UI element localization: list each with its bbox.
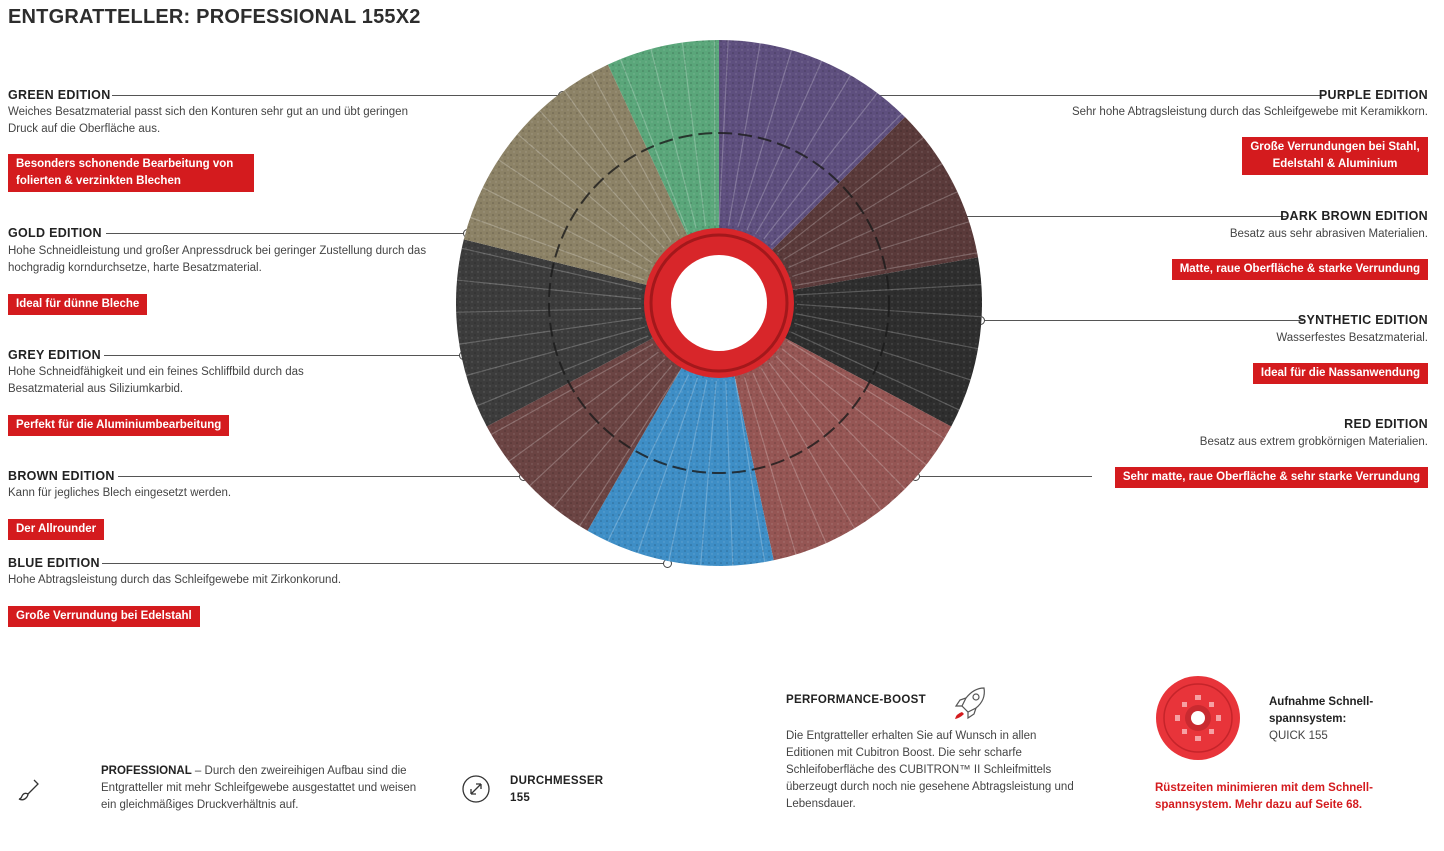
brown-edition-description: Kann für jegliches Blech eingesetzt werden.: [8, 487, 232, 499]
mount-title: Aufnahme Schnell-spannsystem:: [1269, 696, 1374, 725]
purple-edition-tag: Große Verrundungen bei Stahl, Edelstahl & Aluminium: [1242, 137, 1428, 175]
green-edition-title: GREEN EDITION: [8, 88, 111, 102]
grey-edition-tag: Perfekt für die Aluminiumbearbeitung: [8, 415, 229, 436]
synthetic-edition-tag: Ideal für die Nassanwendung: [1253, 363, 1428, 384]
blue-edition-description: Hohe Abtragsleistung durch das Schleifgewebe mit Zirkonkorund.: [8, 574, 342, 586]
purple-edition-description: Sehr hohe Abtragsleistung durch das Schleifgewebe mit Keramikkorn.: [1071, 106, 1428, 118]
gold-edition-tag: Ideal für dünne Bleche: [8, 294, 147, 315]
boost-text: Die Entgratteller erhalten Sie auf Wunsch in allen Editionen mit Cubitron Boost. Die sehr scharfe Schleifoberfläche des CUBITRON™ II Schleifmittels überzeugt durch noch nie gesehene Abtragsleistung und Lebensdauer.: [786, 730, 1074, 810]
page-title: ENTGRATTELLER: PROFESSIONAL 155X2: [8, 6, 421, 28]
purple-edition-title: PURPLE EDITION: [1318, 88, 1428, 102]
mount-note: Rüstzeiten minimieren mit dem Schnell-spannsystem. Mehr dazu auf Seite 68.: [1155, 782, 1373, 811]
diameter-icon: [461, 774, 491, 804]
blue-edition-tag: Große Verrundung bei Edelstahl: [8, 606, 200, 627]
synthetic-edition-description: Wasserfestes Besatzmaterial.: [1276, 332, 1428, 344]
green-edition-description: Weiches Besatzmaterial passt sich den Konturen sehr gut an und übt geringen Druck auf die Oberfläche aus.: [8, 106, 408, 135]
red-edition-description: Besatz aus extrem grobkörnigen Materialien.: [1199, 436, 1428, 448]
grey-edition-description: Hohe Schneidfähigkeit und ein feines Schliffbild durch das Besatzmaterial aus Siliziumkarbid.: [8, 366, 304, 395]
dark-brown-edition-description: Besatz aus sehr abrasiven Materialien.: [1229, 228, 1428, 240]
brown-edition-title: BROWN EDITION: [8, 469, 115, 483]
red-edition-tag: Sehr matte, raue Oberfläche & sehr starke Verrundung: [1115, 467, 1428, 488]
dark-brown-edition-leader: [967, 216, 1287, 217]
quick-mount-image: [1155, 675, 1241, 761]
diameter-info: [510, 773, 603, 807]
brown-edition-tag: Der Allrounder: [8, 519, 104, 540]
rocket-icon: [950, 684, 990, 722]
grey-edition-leader: [104, 355, 460, 356]
deburring-disc-image: [456, 40, 982, 566]
dark-brown-edition-tag: Matte, raue Oberfläche & starke Verrundung: [1172, 259, 1428, 280]
boost-title: PERFORMANCE-BOOST: [786, 694, 926, 706]
blue-edition-title: BLUE EDITION: [8, 556, 100, 570]
dark-brown-edition-title: DARK BROWN EDITION: [1280, 209, 1428, 223]
gold-edition-leader: [106, 233, 464, 234]
professional-label: PROFESSIONAL: [101, 765, 192, 777]
gold-edition-description: Hohe Schneidleistung und großer Anpressdruck bei geringer Zustellung durch das hochgradig korndurchsetze, harte Besatzmaterial.: [8, 245, 427, 274]
disc-center-hole: [671, 255, 767, 351]
mount-value: QUICK 155: [1269, 730, 1328, 742]
deburring-disc-graphic: [456, 40, 982, 566]
synthetic-edition-leader: [985, 320, 1303, 321]
professional-info: [101, 763, 421, 814]
brush-icon: [16, 776, 42, 802]
red-edition-title: RED EDITION: [1344, 417, 1428, 431]
grey-edition-title: GREY EDITION: [8, 348, 101, 362]
green-edition-tag: Besonders schonende Bearbeitung von folierten & verzinkten Blechen: [8, 154, 254, 192]
diameter-value: 155: [510, 792, 531, 804]
synthetic-edition-title: SYNTHETIC EDITION: [1297, 313, 1428, 327]
gold-edition-title: GOLD EDITION: [8, 226, 102, 240]
professional-text: – Durch den zweireihigen Aufbau sind die Entgratteller mit mehr Schleifgewebe ausgestattet und weisen ein gleichmäßiges Druckverhältnis auf.: [101, 765, 417, 811]
diameter-label: DURCHMESSER: [510, 775, 604, 787]
